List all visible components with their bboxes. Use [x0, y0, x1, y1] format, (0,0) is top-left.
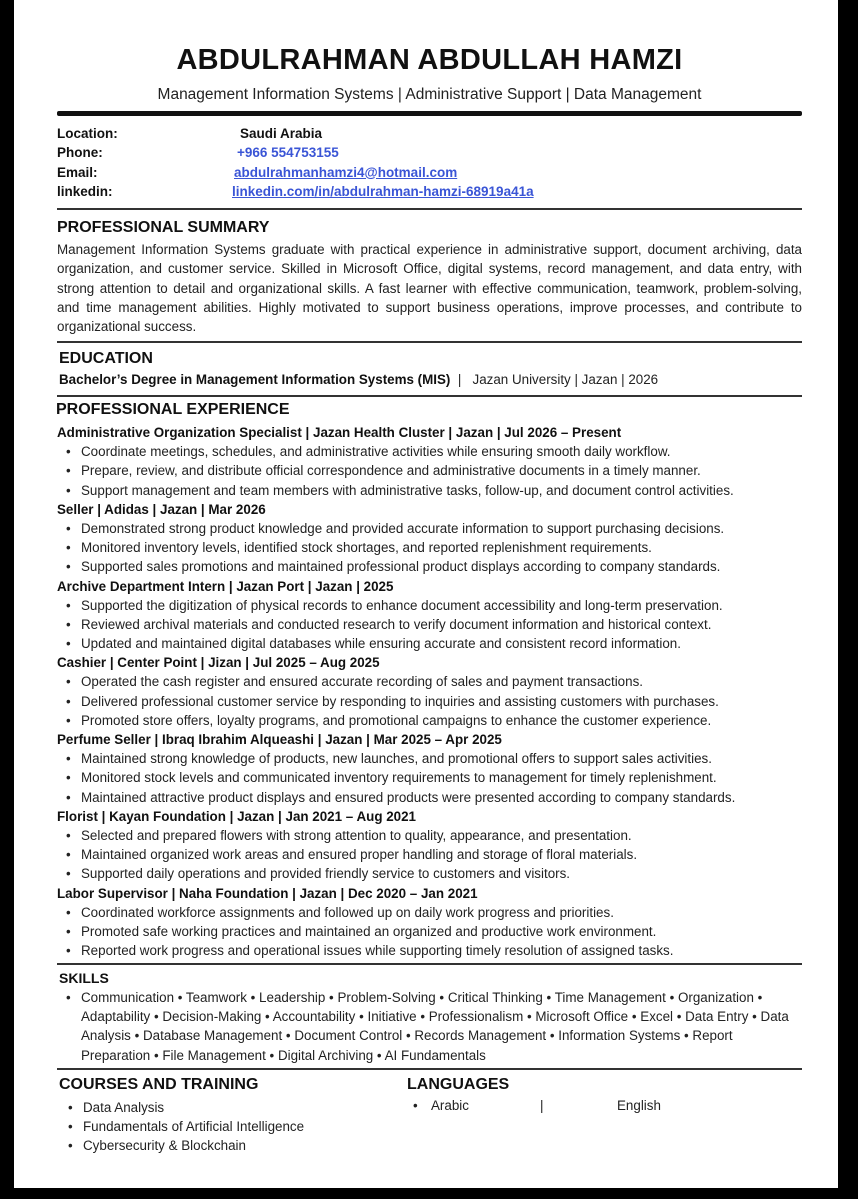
language-item: English	[617, 1098, 661, 1113]
divider-experience	[57, 395, 802, 397]
job-bullet: • Demonstrated strong product knowledge and provided accurate information to support purchasing decisions.	[57, 519, 802, 538]
job-bullet: • Monitored stock levels and communicated inventory requirements to management for timely replenishment.	[57, 768, 802, 787]
job-bullet: • Supported sales promotions and maintained professional product displays according to company standards.	[57, 557, 802, 576]
job-title: Cashier | Center Point | Jizan | Jul 2025 – Aug 2025	[57, 655, 380, 671]
job-bullet: • Prepare, review, and distribute official correspondence and administrative documents in a timely manner.	[57, 461, 802, 480]
contact-row-email	[57, 163, 802, 182]
education-entry	[59, 372, 658, 387]
job-bullet: • Updated and maintained digital databases while ensuring accurate and consistent record information.	[57, 634, 802, 653]
job-bullet: • Support management and team members with administrative tasks, follow-up, and document control activities.	[57, 481, 802, 500]
languages-heading: LANGUAGES	[407, 1076, 510, 1093]
job-bullets	[57, 596, 802, 654]
education-details: Jazan University | Jazan | 2026	[472, 372, 659, 387]
phone-label: Phone:	[57, 145, 103, 161]
email-label: Email:	[57, 164, 98, 180]
education-heading: EDUCATION	[59, 350, 153, 367]
skills-heading: SKILLS	[59, 970, 109, 986]
experience-heading: PROFESSIONAL EXPERIENCE	[56, 401, 290, 418]
job-bullets	[57, 672, 802, 730]
education-degree: Bachelor’s Degree in Management Information Systems (MIS)	[59, 372, 451, 387]
location-label: Location:	[57, 126, 118, 141]
job-bullet: • Monitored inventory levels, identified stock shortages, and reported replenishment requirements.	[57, 538, 802, 557]
job-title: Archive Department Intern | Jazan Port | Jazan | 2025	[57, 578, 394, 594]
language-bullet: •	[413, 1098, 418, 1113]
job-bullet: • Reported work progress and operational issues while supporting timely resolution of assigned tasks.	[57, 941, 802, 960]
resume-page	[14, 0, 838, 1188]
location-value: Saudi Arabia	[240, 126, 323, 141]
job-bullet: • Coordinated workforce assignments and followed up on daily work progress and priorities.	[57, 903, 802, 922]
job-bullets	[57, 749, 802, 807]
language-item: Arabic	[431, 1098, 469, 1113]
job-title: Seller | Adidas | Jazan | Mar 2026	[57, 501, 266, 517]
divider-courses	[57, 1068, 802, 1070]
job-bullet: • Delivered professional customer service by responding to inquiries and assisting customers with purchases.	[57, 692, 802, 711]
job-bullet: • Supported daily operations and provided friendly service to customers and visitors.	[57, 864, 802, 883]
job-bullets	[57, 519, 802, 577]
job-title: Administrative Organization Specialist | Jazan Health Cluster | Jazan | Jul 2026 – Present	[57, 425, 622, 440]
job-bullet: • Maintained attractive product displays and ensured products were presented according to company standards.	[57, 788, 802, 807]
courses-heading: COURSES AND TRAINING	[59, 1076, 259, 1093]
divider-education	[57, 341, 802, 343]
contact-row-location	[57, 124, 802, 143]
courses-list	[59, 1098, 304, 1156]
contact-row-phone	[57, 143, 802, 162]
phone-link[interactable]: +966 554753155	[237, 145, 339, 161]
experience-list	[57, 423, 802, 960]
job-bullet: • Reviewed archival materials and conducted research to verify document information and historical context.	[57, 615, 802, 634]
job-title: Labor Supervisor | Naha Foundation | Jazan | Dec 2020 – Jan 2021	[57, 885, 478, 901]
linkedin-link[interactable]: linkedin.com/in/abdulrahman-hamzi-68919a41a	[232, 183, 534, 199]
job-bullets	[57, 442, 802, 500]
job-title: Florist | Kayan Foundation | Jazan | Jan 2021 – Aug 2021	[57, 808, 417, 824]
languages-list	[407, 1098, 802, 1118]
job-bullet: • Maintained organized work areas and ensured proper handling and storage of floral materials.	[57, 845, 802, 864]
email-link[interactable]: abdulrahmanhamzi4@hotmail.com	[234, 164, 458, 180]
skills-text: • Communication • Teamwork • Leadership • Problem-Solving • Critical Thinking • Time Management • Organization • Adaptability • Decision-Making • Accountability • Initiative • Professionalism • Microsoft Office • Excel • Data Entry • Data Analysis • Database Management • Document Control • Records Management • Information Systems • Report Preparation • File Management • Digital Archiving • AI Fundamentals	[57, 988, 802, 1065]
job-bullet: • Maintained strong knowledge of products, new launches, and promotional offers to support sales activities.	[57, 749, 802, 768]
course-item: • Cybersecurity & Blockchain	[59, 1136, 304, 1155]
job-bullet: • Supported the digitization of physical records to enhance document accessibility and long-term preservation.	[57, 596, 802, 615]
job-bullet: • Operated the cash register and ensured accurate recording of sales and payment transactions.	[57, 672, 802, 691]
language-separator: |	[540, 1098, 544, 1113]
summary-heading: PROFESSIONAL SUMMARY	[57, 219, 270, 236]
candidate-name: ABDULRAHMAN ABDULLAH HAMZI	[176, 44, 683, 76]
course-item: • Fundamentals of Artificial Intelligence	[59, 1117, 304, 1136]
contact-block	[57, 124, 802, 201]
contact-row-linkedin	[57, 182, 802, 201]
header-divider	[57, 111, 802, 116]
course-item: • Data Analysis	[59, 1098, 304, 1117]
divider-summary	[57, 208, 802, 210]
divider-skills	[57, 963, 802, 965]
job-bullets	[57, 826, 802, 884]
job-bullets	[57, 903, 802, 961]
job-bullet: • Promoted safe working practices and maintained an organized and productive work environment.	[57, 922, 802, 941]
job-title: Perfume Seller | Ibraq Ibrahim Alqueashi | Jazan | Mar 2025 – Apr 2025	[57, 732, 502, 747]
job-bullet: • Promoted store offers, loyalty programs, and promotional campaigns to enhance the customer experience.	[57, 711, 802, 730]
skills-list	[57, 988, 802, 1065]
job-bullet: • Selected and prepared flowers with strong attention to quality, appearance, and presentation.	[57, 826, 802, 845]
candidate-subtitle: Management Information Systems | Administrative Support | Data Management	[157, 86, 702, 103]
linkedin-label: linkedin:	[57, 183, 113, 199]
summary-text: Management Information Systems graduate with practical experience in administrative support, document archiving, data organization, and customer service. Skilled in Microsoft Office, digital systems, record management, and data entry, with strong attention to detail and organizational skills. A fast learner with effective communication, teamwork, problem-solving, and time management abilities. Highly motivated to support business operations, improve processes, and contribute to organizational success.	[57, 242, 802, 335]
education-separator: |	[457, 372, 462, 387]
job-bullet: • Coordinate meetings, schedules, and administrative activities while ensuring smooth daily workflow.	[57, 442, 802, 461]
